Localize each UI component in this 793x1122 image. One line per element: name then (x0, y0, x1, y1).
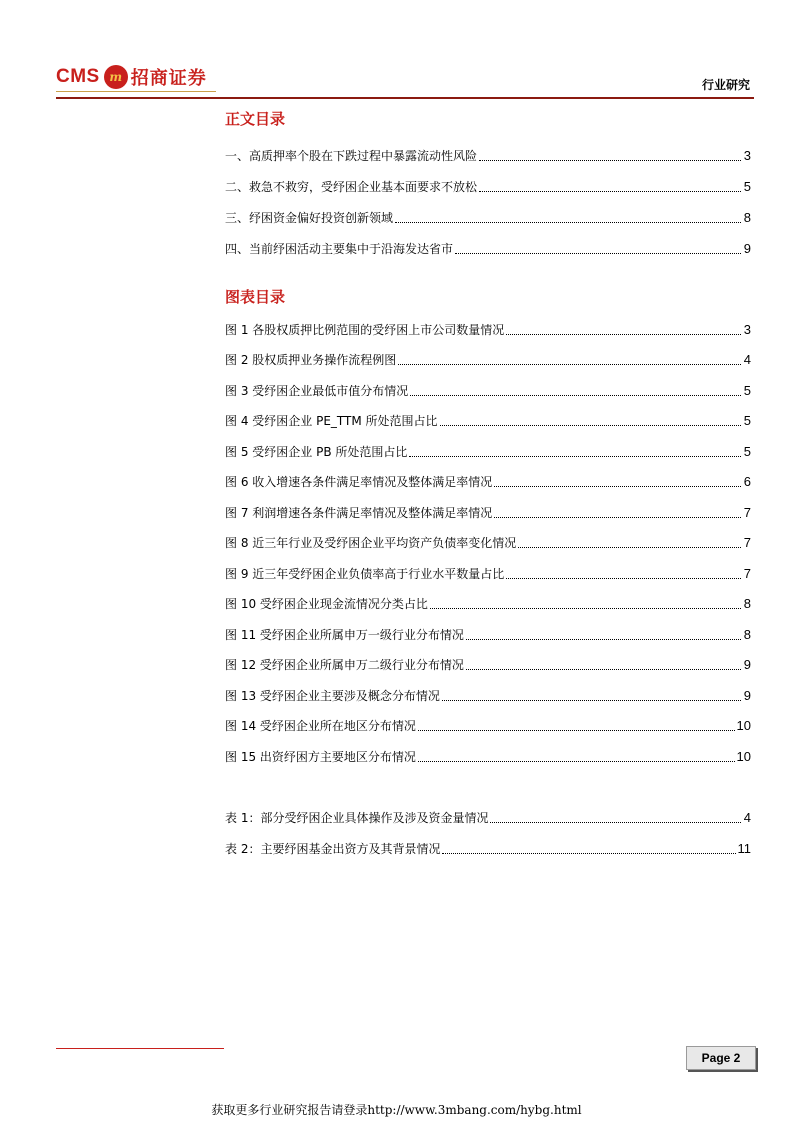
figure-entry[interactable] (225, 442, 751, 460)
table-entry-page: 11 (737, 841, 751, 856)
figure-entry-page: 5 (743, 383, 751, 398)
figure-entry-page: 5 (743, 413, 751, 428)
toc-leader (479, 191, 741, 192)
figure-entry[interactable] (225, 564, 751, 582)
figure-entry[interactable] (225, 625, 751, 643)
table-entry[interactable] (225, 839, 751, 857)
toc-leader (479, 160, 741, 161)
figure-entry[interactable] (225, 503, 751, 521)
toc-leader (398, 364, 741, 365)
figure-entry[interactable] (225, 686, 751, 704)
header-rule (56, 97, 754, 99)
figure-entry-text: 图 11 受纾困企业所属申万一级行业分布情况 (225, 628, 464, 642)
toc-entry-page: 8 (743, 210, 751, 225)
figure-entry[interactable] (225, 716, 751, 734)
figure-toc-title: 图表目录 (225, 288, 286, 306)
toc-entry[interactable] (225, 239, 751, 257)
toc-leader (506, 334, 741, 335)
figure-entry[interactable] (225, 533, 751, 551)
figure-entry-page: 3 (743, 322, 751, 337)
logo-emblem-icon: m (104, 65, 128, 89)
toc-entry[interactable] (225, 177, 751, 195)
figure-entry-text: 图 5 受纾困企业 PB 所处范围占比 (225, 445, 408, 459)
figure-entry[interactable] (225, 320, 751, 338)
figure-entry-page: 10 (736, 749, 751, 764)
figure-entry-text: 图 7 利润增速各条件满足率情况及整体满足率情况 (225, 506, 493, 520)
table-entry[interactable] (225, 808, 751, 826)
figure-entry-page: 10 (736, 718, 751, 733)
footnote-rule (56, 1048, 224, 1049)
toc-leader (494, 486, 741, 487)
logo-chinese-text: 招商证券 (130, 68, 207, 89)
toc-leader (409, 456, 741, 457)
toc-entry-text: 三、纾困资金偏好投资创新领域 (225, 211, 394, 225)
page-header (56, 56, 754, 100)
toc-leader (418, 730, 735, 731)
header-gold-rule (56, 91, 216, 92)
table-entry-text: 表 1：部分受纾困企业具体操作及涉及资金量情况 (225, 811, 489, 825)
toc-leader (440, 425, 741, 426)
toc-leader (455, 253, 741, 254)
toc-entry[interactable] (225, 146, 751, 164)
figure-entry-text: 图 6 收入增速各条件满足率情况及整体满足率情况 (225, 475, 493, 489)
figure-entry[interactable] (225, 350, 751, 368)
figure-entry-text: 图 3 受纾困企业最低市值分布情况 (225, 384, 409, 398)
figure-entry-page: 7 (743, 535, 751, 550)
figure-entry[interactable] (225, 747, 751, 765)
figure-entry-text: 图 10 受纾困企业现金流情况分类占比 (225, 597, 428, 611)
toc-leader (442, 700, 741, 701)
page-number-label: Page 2 (701, 1051, 741, 1065)
toc-leader (418, 761, 735, 762)
toc-leader (410, 395, 741, 396)
figure-entry-page: 6 (743, 474, 751, 489)
figure-entry-page: 8 (743, 596, 751, 611)
toc-leader (466, 639, 741, 640)
toc-entry-text: 一、高质押率个股在下跌过程中暴露流动性风险 (225, 149, 478, 163)
figure-entry-page: 8 (743, 627, 751, 642)
page-number-badge (686, 1046, 756, 1070)
figure-entry-text: 图 15 出资纾困方主要地区分布情况 (225, 750, 416, 764)
figure-entry-text: 图 1 各股权质押比例范围的受纾困上市公司数量情况 (225, 323, 505, 337)
toc-leader (490, 822, 741, 823)
toc-entry-page: 3 (743, 148, 751, 163)
figure-entry-page: 7 (743, 566, 751, 581)
figure-entry-page: 9 (743, 657, 751, 672)
toc-leader (506, 578, 741, 579)
toc-leader (518, 547, 741, 548)
figure-entry-page: 5 (743, 444, 751, 459)
toc-leader (430, 608, 741, 609)
text-toc-title: 正文目录 (225, 110, 286, 128)
report-category: 行业研究 (701, 78, 750, 92)
figure-entry-page: 9 (743, 688, 751, 703)
figure-entry-page: 7 (743, 505, 751, 520)
cms-logo (56, 62, 207, 92)
figure-entry-text: 图 14 受纾困企业所在地区分布情况 (225, 719, 416, 733)
figure-entry-text: 图 12 受纾困企业所属申万二级行业分布情况 (225, 658, 464, 672)
toc-leader (466, 669, 741, 670)
figure-entry-page: 4 (743, 352, 751, 367)
figure-entry-text: 图 4 受纾困企业 PE_TTM 所处范围占比 (225, 414, 438, 428)
table-entry-page: 4 (743, 810, 751, 825)
toc-entry-text: 二、救急不救穷，受纾困企业基本面要求不放松 (225, 180, 478, 194)
toc-entry-page: 5 (743, 179, 751, 194)
figure-entry[interactable] (225, 594, 751, 612)
figure-entry-text: 图 9 近三年受纾困企业负债率高于行业水平数量占比 (225, 567, 505, 581)
figure-entry[interactable] (225, 381, 751, 399)
toc-entry-page: 9 (743, 241, 751, 256)
toc-entry-text: 四、当前纾困活动主要集中于沿海发达省市 (225, 242, 454, 256)
promo-link[interactable]: 获取更多行业研究报告请登录http://www.3mbang.com/hybg.html (211, 1103, 582, 1117)
toc-leader (395, 222, 741, 223)
figure-entry-text: 图 8 近三年行业及受纾困企业平均资产负债率变化情况 (225, 536, 517, 550)
figure-entry[interactable] (225, 411, 751, 429)
figure-entry-text: 图 2 股权质押业务操作流程例图 (225, 353, 397, 367)
figure-entry-text: 图 13 受纾困企业主要涉及概念分布情况 (225, 689, 440, 703)
figure-entry[interactable] (225, 655, 751, 673)
toc-entry[interactable] (225, 208, 751, 226)
table-entry-text: 表 2：主要纾困基金出资方及其背景情况 (225, 842, 441, 856)
logo-latin-text: CMS (56, 66, 100, 87)
toc-leader (494, 517, 741, 518)
figure-entry[interactable] (225, 472, 751, 490)
toc-leader (442, 853, 735, 854)
